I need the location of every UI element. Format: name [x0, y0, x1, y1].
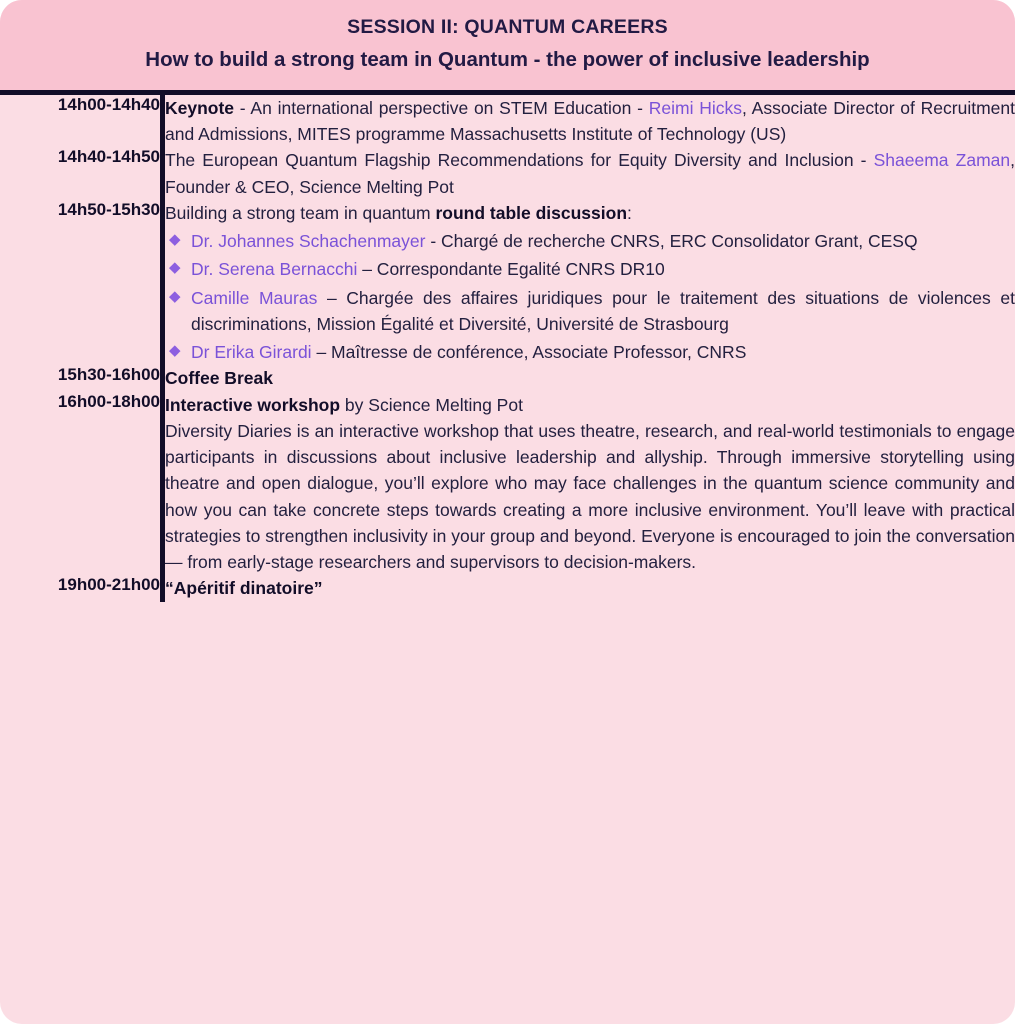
bullet-icon: ◆: [169, 259, 181, 277]
row-content: [165, 575, 1015, 601]
panelist-list: [165, 228, 1015, 365]
session-header: [0, 0, 1015, 90]
speaker-affiliation: , Founder & CEO, Science Melting Pot: [165, 150, 1015, 197]
session-title: How to build a strong team in Quantum - the power of inclusive leadership: [145, 48, 870, 72]
panelist-name: Dr. Johannes Schachenmayer: [191, 231, 426, 252]
row-time: 16h00-18h00: [57, 391, 160, 411]
table-row: [0, 147, 1015, 200]
session-label: SESSION II: QUANTUM CAREERS: [347, 16, 668, 38]
list-item: [165, 285, 1015, 338]
dinner-label: “Apéritif dinatoire”: [165, 578, 323, 599]
bullet-icon: ◆: [169, 231, 181, 249]
panelist-role: - Chargé de recherche CNRS, ERC Consolidator Grant, CESQ: [425, 231, 918, 252]
row-content: [165, 392, 1015, 576]
speaker-affiliation: , Associate Director of Recruitment and Admissions, MITES programme Massachusetts Institute of Technology (US): [165, 97, 1015, 145]
list-item: [165, 339, 1015, 365]
row-content: [165, 95, 1015, 148]
agenda-table: [0, 95, 1015, 602]
list-item: [165, 256, 1015, 282]
row-time: 14h40-14h50: [57, 147, 160, 167]
round-table-label: round table discussion: [435, 202, 628, 223]
workshop-label: Interactive workshop: [165, 394, 341, 415]
round-table-intro: Building a strong team in quantum: [165, 202, 436, 223]
keynote-topic: - An international perspective on STEM Education -: [234, 97, 649, 118]
coffee-break-label: Coffee Break: [165, 368, 273, 389]
table-row: [0, 200, 1015, 366]
row-time: 14h50-15h30: [57, 199, 160, 219]
talk-title: The European Quantum Flagship Recommendations for Equity Diversity and Inclusion -: [165, 150, 874, 171]
panelist-role: – Chargée des affaires juridiques pour le traitement des situations de violences et discriminations, Mission Égalité et Diversité, Université de Strasbourg: [191, 287, 1015, 334]
workshop-description: Diversity Diaries is an interactive workshop that uses theatre, research, and real-world testimonials to engage participants in discussions about inclusive leadership and allyship. Through immersive storytelling using theatre and open dialogue, you’ll explore who may face challenges in the quantum science community and how you can take concrete steps towards creating a more inclusive environment. You’ll leave with practical strategies to strengthen inclusivity in your group and beyond. Everyone is encouraged to join the conversation — from early-stage researchers and supervisors to decision-makers.: [165, 420, 1015, 573]
table-row: [0, 575, 1015, 601]
keynote-lead: Keynote: [165, 97, 235, 118]
workshop-host: by Science Melting Pot: [340, 394, 523, 415]
speaker-name: Shaeema Zaman: [873, 150, 1011, 171]
row-content: [165, 200, 1015, 366]
row-time: 14h00-14h40: [57, 94, 160, 114]
speaker-name: Reimi Hicks: [648, 97, 742, 118]
panelist-name: Camille Mauras: [191, 287, 318, 308]
panelist-role: – Correspondante Egalité CNRS DR10: [357, 259, 665, 280]
bullet-icon: ◆: [169, 342, 181, 360]
bullet-icon: ◆: [169, 287, 181, 305]
row-content: [165, 365, 1015, 391]
list-item: [165, 228, 1015, 254]
row-content: [165, 147, 1015, 200]
table-row: [0, 392, 1015, 576]
table-row: [0, 365, 1015, 391]
panelist-name: Dr Erika Girardi: [191, 342, 312, 363]
row-time: 19h00-21h00: [57, 575, 160, 595]
panelist-role: – Maîtresse de conférence, Associate Professor, CNRS: [311, 342, 747, 363]
table-row: [0, 95, 1015, 148]
round-table-colon: :: [627, 202, 632, 223]
panelist-name: Dr. Serena Bernacchi: [191, 259, 358, 280]
row-time: 15h30-16h00: [57, 365, 160, 385]
agenda-body: [0, 95, 1015, 602]
